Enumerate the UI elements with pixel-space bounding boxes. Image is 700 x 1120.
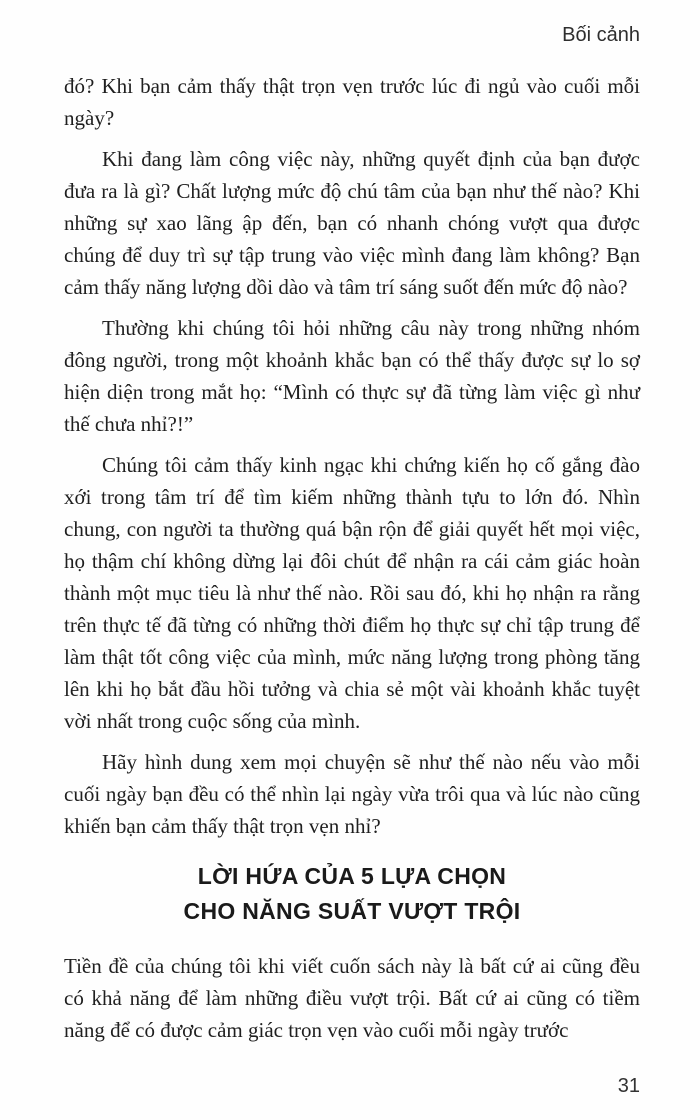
section-heading-line-2: CHO NĂNG SUẤT VƯỢT TRỘI [183, 898, 521, 924]
running-header: Bối cảnh [562, 24, 640, 46]
paragraph: Chúng tôi cảm thấy kinh ngạc khi chứng kiến họ cố gắng đào xới trong tâm trí để tìm kiếm những thành tựu to lớn đó. Nhìn chung, con người ta thường quá bận rộn để giải quyết hết mọi việc, họ thậm chí không dừng lại đôi chút để nhận ra cái cảm giác hoàn thành một mục tiêu là như thế nào. Rồi sau đó, khi họ nhận ra rằng trên thực tế đã từng có những thời điểm họ thực sự chỉ tập trung để làm thật tốt công việc của mình, mức năng lượng trong phòng tăng lên khi họ bắt đầu hồi tưởng và chia sẻ một vài khoảnh khắc tuyệt vời nhất trong cuộc sống của mình. [64, 453, 640, 733]
paragraph: đó? Khi bạn cảm thấy thật trọn vẹn trước lúc đi ngủ vào cuối mỗi ngày? [64, 74, 640, 130]
page-number: 31 [617, 1075, 640, 1097]
section-heading-line-1: LỜI HỨA CỦA 5 LỰA CHỌN [197, 863, 507, 889]
page-body [64, 70, 640, 1055]
section-heading [64, 859, 640, 929]
paragraph: Thường khi chúng tôi hỏi những câu này trong những nhóm đông người, trong một khoảnh khắc bạn có thể thấy được sự lo sợ hiện diện trong mắt họ: “Mình có thực sự đã từng làm việc gì như thế chưa nhỉ?!” [64, 316, 640, 436]
paragraph: Tiền đề của chúng tôi khi viết cuốn sách này là bất cứ ai cũng đều có khả năng để làm những điều vượt trội. Bất cứ ai cũng có tiềm năng để có được cảm giác trọn vẹn vào cuối mỗi ngày trước [64, 954, 640, 1042]
paragraph: Khi đang làm công việc này, những quyết định của bạn được đưa ra là gì? Chất lượng mức độ chú tâm của bạn như thế nào? Khi những sự xao lãng ập đến, bạn có nhanh chóng vượt qua được chúng để duy trì sự tập trung vào việc mình đang làm không? Bạn cảm thấy năng lượng dồi dào và tâm trí sáng suốt đến mức độ nào? [64, 147, 640, 299]
paragraph: Hãy hình dung xem mọi chuyện sẽ như thế nào nếu vào mỗi cuối ngày bạn đều có thể nhìn lại ngày vừa trôi qua và lúc nào cũng khiến bạn cảm thấy thật trọn vẹn nhỉ? [64, 750, 640, 838]
